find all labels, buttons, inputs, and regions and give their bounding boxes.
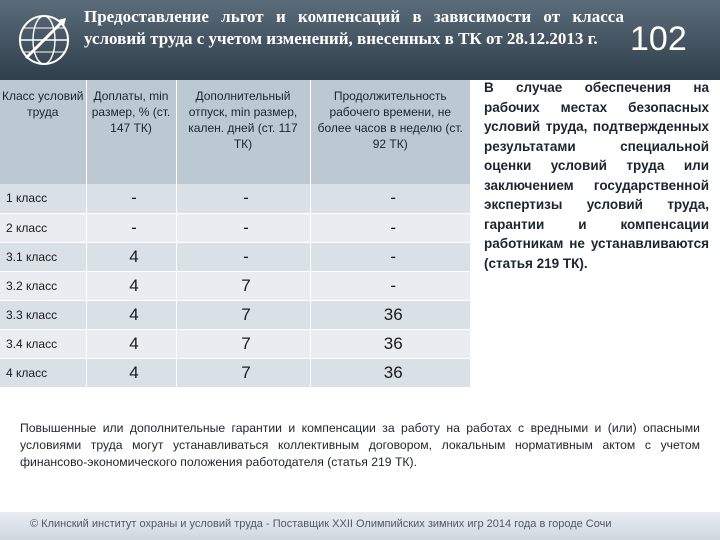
table-cell: - xyxy=(310,242,470,271)
table-row xyxy=(0,300,470,329)
bottom-note: Повышенные или дополнительные гарантии и компенсации за работу на работах с вредными и (или) опасными условиями труда могут устанавливаться коллективным договором, локальным нормативным актом с учетом финансово-экономического положения работодателя (статья 219 ТК). xyxy=(20,421,700,469)
table-cell: 7 xyxy=(176,300,310,329)
table-cell: - xyxy=(86,184,176,213)
table-cell: 7 xyxy=(176,271,310,300)
table-row xyxy=(0,271,470,300)
table-cell: 2 класс xyxy=(0,213,86,242)
table-cell: 4 xyxy=(86,271,176,300)
table-cell: 7 xyxy=(176,329,310,358)
side-note: В случае обеспечения на рабочих местах безопасных условий труда, подтвержденных результатами специальной оценки условий труда или заключением государственной экспертизы условий труда, гарантии и компенсации работникам не устанавливаются (статья 219 ТК). xyxy=(484,80,709,271)
table-cell: 1 класс xyxy=(0,184,86,213)
table-cell: 4 xyxy=(86,300,176,329)
table-row xyxy=(0,242,470,271)
table-row xyxy=(0,329,470,358)
slide-number: 102 xyxy=(630,20,687,58)
table-cell: 36 xyxy=(310,300,470,329)
benefits-table xyxy=(0,80,470,392)
table-cell: - xyxy=(176,242,310,271)
table-cell: 7 xyxy=(176,358,310,387)
column-header: Продолжительность рабочего времени, не более часов в неделю (ст. 92 ТК) xyxy=(310,80,470,184)
institute-logo-icon xyxy=(14,10,74,70)
table-cell: - xyxy=(310,271,470,300)
table-cell: 4 xyxy=(86,358,176,387)
table-cell: - xyxy=(176,213,310,242)
table-cell: - xyxy=(176,184,310,213)
table-cell: 4 xyxy=(86,242,176,271)
table-cell: 36 xyxy=(310,358,470,387)
table-cell: - xyxy=(310,213,470,242)
column-header: Класс условий труда xyxy=(0,80,86,184)
table-row xyxy=(0,213,470,242)
column-header: Дополнительный отпуск, min размер, кален. дней (ст. 117 ТК) xyxy=(176,80,310,184)
table-header-row xyxy=(0,80,470,184)
table-cell: 4 класс xyxy=(0,358,86,387)
table-row xyxy=(0,358,470,387)
table-row xyxy=(0,184,470,213)
table-cell: 3.4 класс xyxy=(0,329,86,358)
table-cell: 3.3 класс xyxy=(0,300,86,329)
table-cell: 3.1 класс xyxy=(0,242,86,271)
page-title: Предоставление льгот и компенсаций в зависимости от класса условий труда с учетом изменений, внесенных в ТК от 28.12.2013 г. xyxy=(84,7,624,48)
table-cell: - xyxy=(310,184,470,213)
table-cell: 36 xyxy=(310,329,470,358)
column-header: Доплаты, min размер, % (ст. 147 ТК) xyxy=(86,80,176,184)
table-cell: 4 xyxy=(86,329,176,358)
table-cell: 3.2 класс xyxy=(0,271,86,300)
footer-text: © Клинский институт охраны и условий труда - Поставщик XXII Олимпийских зимних игр 2014 года в городе Сочи xyxy=(30,518,612,530)
table-cell: - xyxy=(86,213,176,242)
